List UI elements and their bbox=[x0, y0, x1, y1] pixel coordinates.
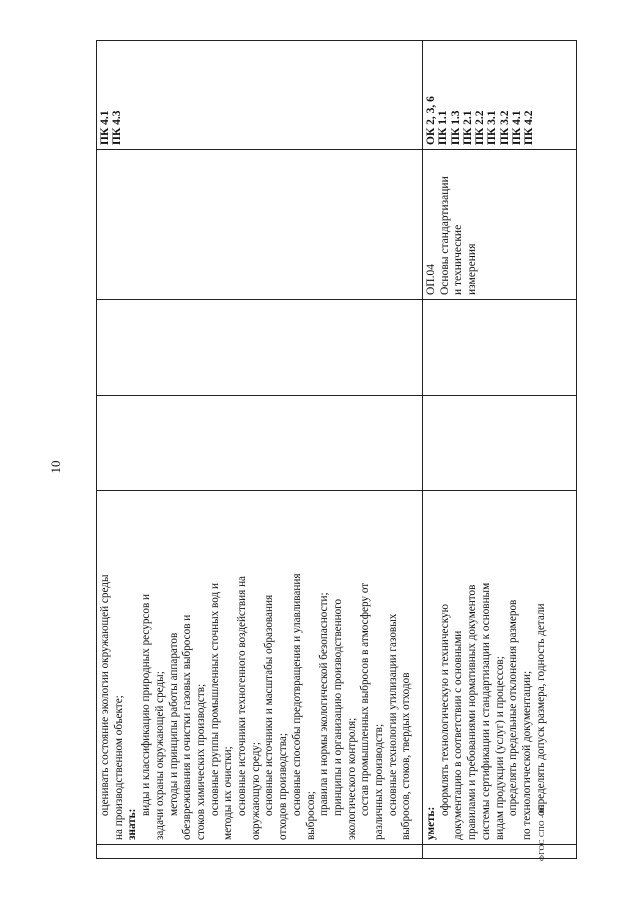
text-line: документацию в соответствии с основными bbox=[452, 630, 465, 840]
cell-blank-1 bbox=[423, 396, 577, 491]
text-line: ОП.04 bbox=[425, 264, 437, 295]
text-line: ПК 1.1 bbox=[437, 110, 450, 145]
text-line: на производственном объекте; bbox=[112, 695, 125, 840]
cell-requirements bbox=[97, 491, 423, 845]
text-line: системы сертификации и стандартизации к основным bbox=[479, 582, 492, 840]
text-line: оформлять технологическую и техническую bbox=[438, 604, 451, 816]
text-line: ПК 2.2 bbox=[474, 110, 487, 145]
section-heading: уметь: bbox=[425, 806, 437, 840]
text-line: окружающую среду; bbox=[249, 742, 262, 840]
text-line: основные способы предотвращения и улавливания bbox=[290, 573, 303, 816]
cell-discipline bbox=[423, 150, 577, 300]
text-line: различных производств; bbox=[373, 723, 386, 840]
requirements-text bbox=[425, 495, 548, 840]
text-line: ПК 1.3 bbox=[449, 110, 462, 145]
cell-requirements bbox=[423, 491, 577, 845]
cell-index bbox=[423, 845, 577, 859]
competency-table-rotated bbox=[96, 41, 576, 859]
text-line: ОК 2, 3, 6 bbox=[425, 96, 437, 145]
discipline-name bbox=[425, 154, 479, 295]
cell-blank-1 bbox=[97, 396, 423, 491]
cell-blank-2 bbox=[423, 300, 577, 396]
text-line: обезвреживания и очистки газовых выбросов и bbox=[181, 614, 194, 840]
requirements-text bbox=[99, 495, 414, 840]
text-line: правила и нормы экологической безопасности; bbox=[318, 592, 331, 816]
text-line: стоков химических производств; bbox=[194, 683, 207, 840]
cell-competencies bbox=[97, 41, 423, 150]
text-line: ПК 4.1 bbox=[99, 110, 111, 145]
text-line: ПК 2.1 bbox=[461, 110, 474, 145]
cell-blank-2 bbox=[97, 300, 423, 396]
text-line: и технические bbox=[452, 224, 465, 295]
text-line: задачи охраны окружающей среды; bbox=[153, 671, 166, 840]
text-line: экологического контроля; bbox=[345, 717, 358, 840]
table-row-ecology bbox=[97, 41, 423, 859]
table-row-standardization bbox=[423, 41, 577, 859]
competency-table bbox=[96, 40, 577, 859]
text-line: правилами и требованиями нормативных документов bbox=[466, 584, 479, 840]
text-line: измерения bbox=[465, 243, 478, 295]
page-number: 10 bbox=[48, 460, 63, 474]
text-line: ПК 4.2 bbox=[523, 110, 536, 145]
text-line: отходов производства; bbox=[277, 733, 290, 840]
text-line: состав промышленных выбросов в атмосферу от bbox=[359, 582, 372, 816]
text-line: выбросов, стоков, твердых отходов bbox=[400, 672, 413, 840]
text-line: оценивать состояние экологии окружающей среды bbox=[99, 574, 111, 816]
text-line: Основы стандартизации bbox=[438, 176, 451, 295]
text-line: определять допуск размера, годность детали bbox=[534, 603, 547, 816]
text-line: ПК 3.1 bbox=[486, 110, 499, 145]
text-line: основные технологии утилизации газовых bbox=[386, 613, 399, 816]
competency-codes bbox=[425, 45, 536, 145]
text-line: методы и принципы работы аппаратов bbox=[167, 632, 180, 816]
section-heading: знать: bbox=[126, 808, 139, 840]
text-line: определять предельные отклонения размеров bbox=[507, 599, 520, 816]
text-line: основные источники и масштабы образования bbox=[263, 594, 276, 816]
text-line: ПК 3.2 bbox=[498, 110, 511, 145]
text-line: ПК 4.3 bbox=[111, 110, 124, 145]
text-line: виды и классификацию природных ресурсов и bbox=[140, 593, 153, 816]
text-line: основные источники техногенного воздействия на bbox=[236, 575, 249, 816]
text-line: методы их очистки; bbox=[222, 746, 235, 840]
text-line: ПК 4.1 bbox=[511, 110, 524, 145]
footer-code: ФГОС СПО - 06 bbox=[537, 805, 546, 861]
text-line: основные группы промышленных сточных вод и bbox=[208, 583, 221, 816]
competency-codes bbox=[99, 45, 124, 145]
cell-discipline bbox=[97, 150, 423, 300]
text-line: выбросов; bbox=[304, 791, 317, 840]
cell-index bbox=[97, 845, 423, 859]
text-line: по технологической документации; bbox=[520, 670, 533, 840]
text-line: видам продукции (услуг) и процессов; bbox=[493, 656, 506, 840]
text-line: принципы и организацию производственного bbox=[331, 598, 344, 816]
cell-competencies bbox=[423, 41, 577, 150]
